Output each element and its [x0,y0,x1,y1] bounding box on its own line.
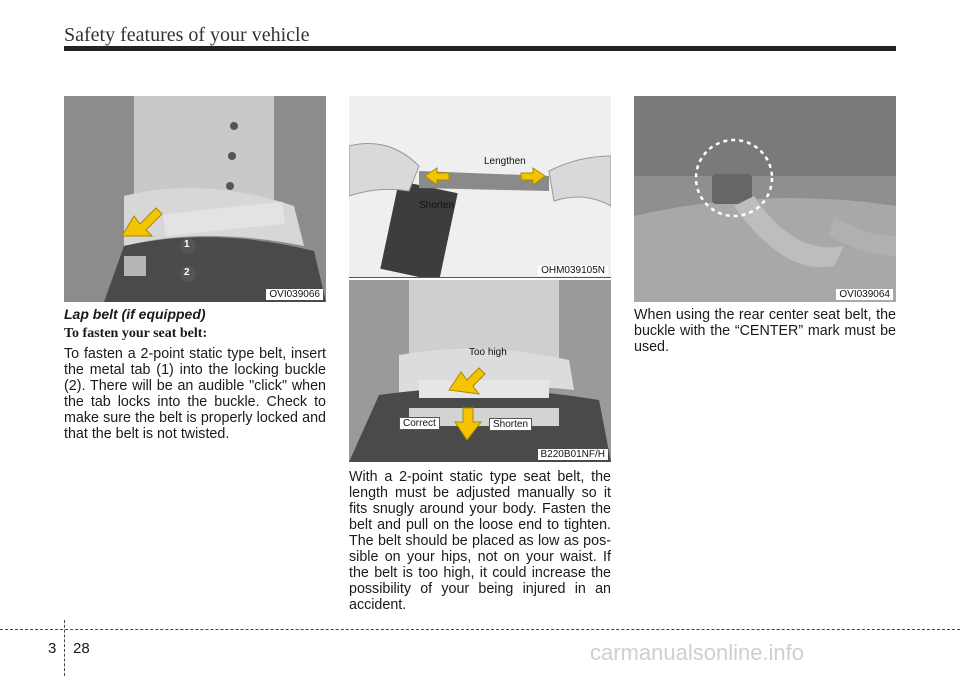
page-number: 28 [73,640,90,657]
center-belt-illustration [634,96,896,302]
figure-adjust-length [349,96,611,278]
adjust-belt-illustration [349,96,611,278]
figure-code: OHM039105N [538,265,608,276]
figure-code: OVI039064 [836,289,893,300]
center-belt-paragraph: When using the rear center seat belt, the buckle with the “CENTER” mark must be used. [634,307,896,355]
label-too-high: Too high [469,347,507,358]
watermark: carmanualsonline.info [590,640,805,665]
lap-belt-illustration [64,96,326,302]
page-title: Safety features of your vehicle [64,24,310,46]
adjust-paragraph: With a 2-point static type seat belt, the length must be adjusted manually so it fits snugly around your body. Fasten the belt and pull on the loose end to tighten. The belt should be placed as low as pos-sible on your hips, not on your waist. If the belt is too high, it could increase the possibility of your being injured in an accident. [349,469,611,613]
callout-2: 2 [184,267,190,278]
footer-divider [64,620,65,676]
figure-center-belt [634,96,896,302]
label-lengthen: Lengthen [484,156,526,167]
label-shorten: Shorten [419,200,455,211]
label-correct: Correct [399,417,440,430]
section-subheading: Lap belt (if equipped) [64,306,206,322]
lap-belt-paragraph: To fasten a 2-point static type belt, insert the metal tab (1) into the locking buckle (2). There will be an audible "click" when the tab locks into the buckle. Check to make sure the belt is properly locked and that the belt is not twisted. [64,346,326,442]
figure-code: B220B01NF/H [538,449,608,460]
callout-1: 1 [184,239,190,250]
label-shorten: Shorten [489,418,532,431]
footer-rule [0,629,960,630]
section-number: 3 [48,640,57,657]
figure-lap-belt [64,96,326,302]
figure-divider [349,277,611,278]
header-rule [64,46,896,51]
figure-code: OVI039066 [266,289,323,300]
procedure-lead: To fasten your seat belt: [64,326,208,341]
figure-belt-position [349,280,611,462]
belt-position-illustration [349,280,611,462]
